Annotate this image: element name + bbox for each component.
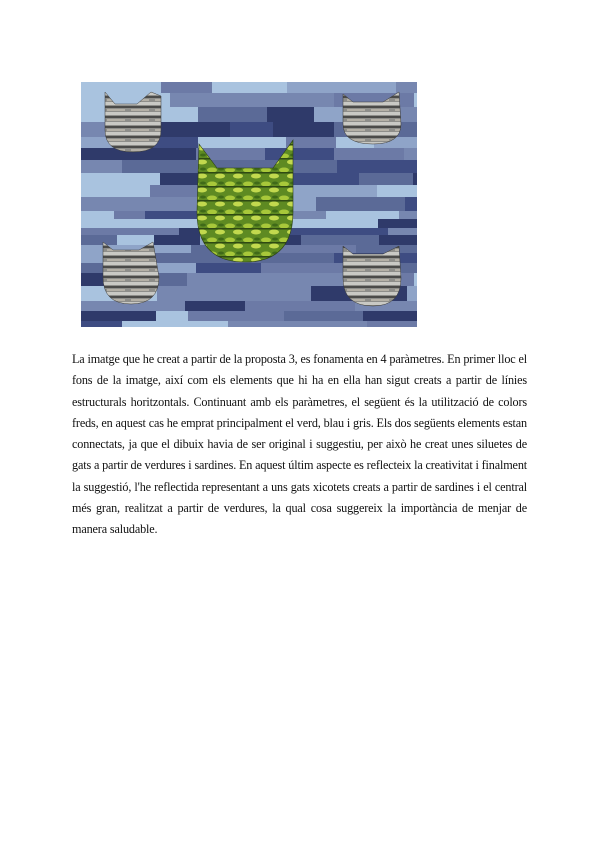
paper-strip xyxy=(287,82,398,93)
paper-strip xyxy=(228,321,308,327)
paper-strip xyxy=(188,311,286,321)
paper-strip xyxy=(122,321,230,327)
paper-strip xyxy=(273,122,336,137)
paper-strip xyxy=(185,301,247,311)
paper-strip xyxy=(377,185,417,197)
paper-strip xyxy=(267,107,316,122)
paper-strip xyxy=(212,82,289,93)
paper-strip xyxy=(198,137,288,148)
paper-strip xyxy=(81,211,116,219)
paper-strip xyxy=(312,219,380,228)
paper-strip xyxy=(114,211,147,219)
paper-strip xyxy=(81,219,184,228)
paper-strip xyxy=(414,93,417,107)
paper-strip xyxy=(388,228,417,235)
paper-strip xyxy=(359,173,415,185)
cat-collage-artwork xyxy=(81,82,417,327)
paper-strip xyxy=(81,321,124,327)
paper-strip xyxy=(367,321,417,327)
paper-strip xyxy=(156,311,190,321)
paper-strip xyxy=(292,211,328,219)
paper-strip xyxy=(378,219,417,228)
paper-strip xyxy=(286,137,338,148)
paper-strip xyxy=(306,321,369,327)
paper-strip xyxy=(151,122,232,137)
paper-strip xyxy=(414,273,417,286)
paper-strip xyxy=(363,311,404,321)
paper-strip xyxy=(230,122,275,137)
paper-strip xyxy=(402,311,417,321)
paper-strip xyxy=(81,173,162,185)
paper-strip xyxy=(334,148,406,160)
paper-strip xyxy=(187,273,278,286)
paper-strip xyxy=(413,173,417,185)
paper-strip xyxy=(392,301,417,311)
paper-strip xyxy=(198,107,269,122)
paper-strip xyxy=(275,228,390,235)
paper-strip xyxy=(405,197,417,211)
paper-strip xyxy=(170,93,246,107)
paper-strip xyxy=(301,235,381,245)
paper-strip xyxy=(81,160,124,173)
body-paragraph: La imatge que he creat a partir de la proposta 3, es fonamenta en 4 paràmetres. En primer lloc el fons de la imatge, així com els elements que hi ha en ella han sigut creats a partir de línies estructurals horitzontals. Continuant amb els paràmetres, el següent és la utilització de colors freds, en aquest cas he emprat principalment el verd, blau i gris. Els dos següents elements estan connectats, ja que el dibuix havia de ser original i suggestiu, per això he creat unes siluetes de gats a partir de verdures i sardines. En aquest últim aspecte es reflecteix la creativitat i finalment la suggestió, l'he reflectida representant a uns gats xicotets creats a partir de sardines i el central més gran, realitzat a partir de verdures, la qual cosa suggereix la importància de menjar de manera saludable. xyxy=(72,352,527,537)
paper-strip xyxy=(326,211,401,219)
paper-strip xyxy=(157,286,224,301)
paper-strip xyxy=(81,185,152,197)
sardine-cat-bottom-right xyxy=(343,246,401,306)
paper-strip xyxy=(316,197,407,211)
collage-image xyxy=(81,82,417,327)
sardine-cat-bottom-left xyxy=(103,242,159,304)
paper-strip xyxy=(81,82,163,93)
paper-strip xyxy=(222,286,313,301)
paper-strip xyxy=(154,235,202,245)
paper-strip xyxy=(404,148,417,160)
paper-strip xyxy=(81,311,158,321)
paper-strip xyxy=(196,263,263,273)
paper-strip xyxy=(399,211,417,219)
paper-strip xyxy=(407,286,417,301)
paper-strip xyxy=(265,148,336,160)
paper-strip xyxy=(81,197,193,211)
paper-strip xyxy=(245,301,357,311)
paper-strip xyxy=(161,82,214,93)
paper-strip xyxy=(81,235,119,245)
paper-strip xyxy=(379,235,417,245)
paper-strip xyxy=(356,245,417,253)
paper-strip xyxy=(337,160,417,173)
paper-strip xyxy=(284,311,365,321)
paper-strip xyxy=(244,93,336,107)
paper-strip xyxy=(81,228,181,235)
paper-strip xyxy=(396,82,417,93)
